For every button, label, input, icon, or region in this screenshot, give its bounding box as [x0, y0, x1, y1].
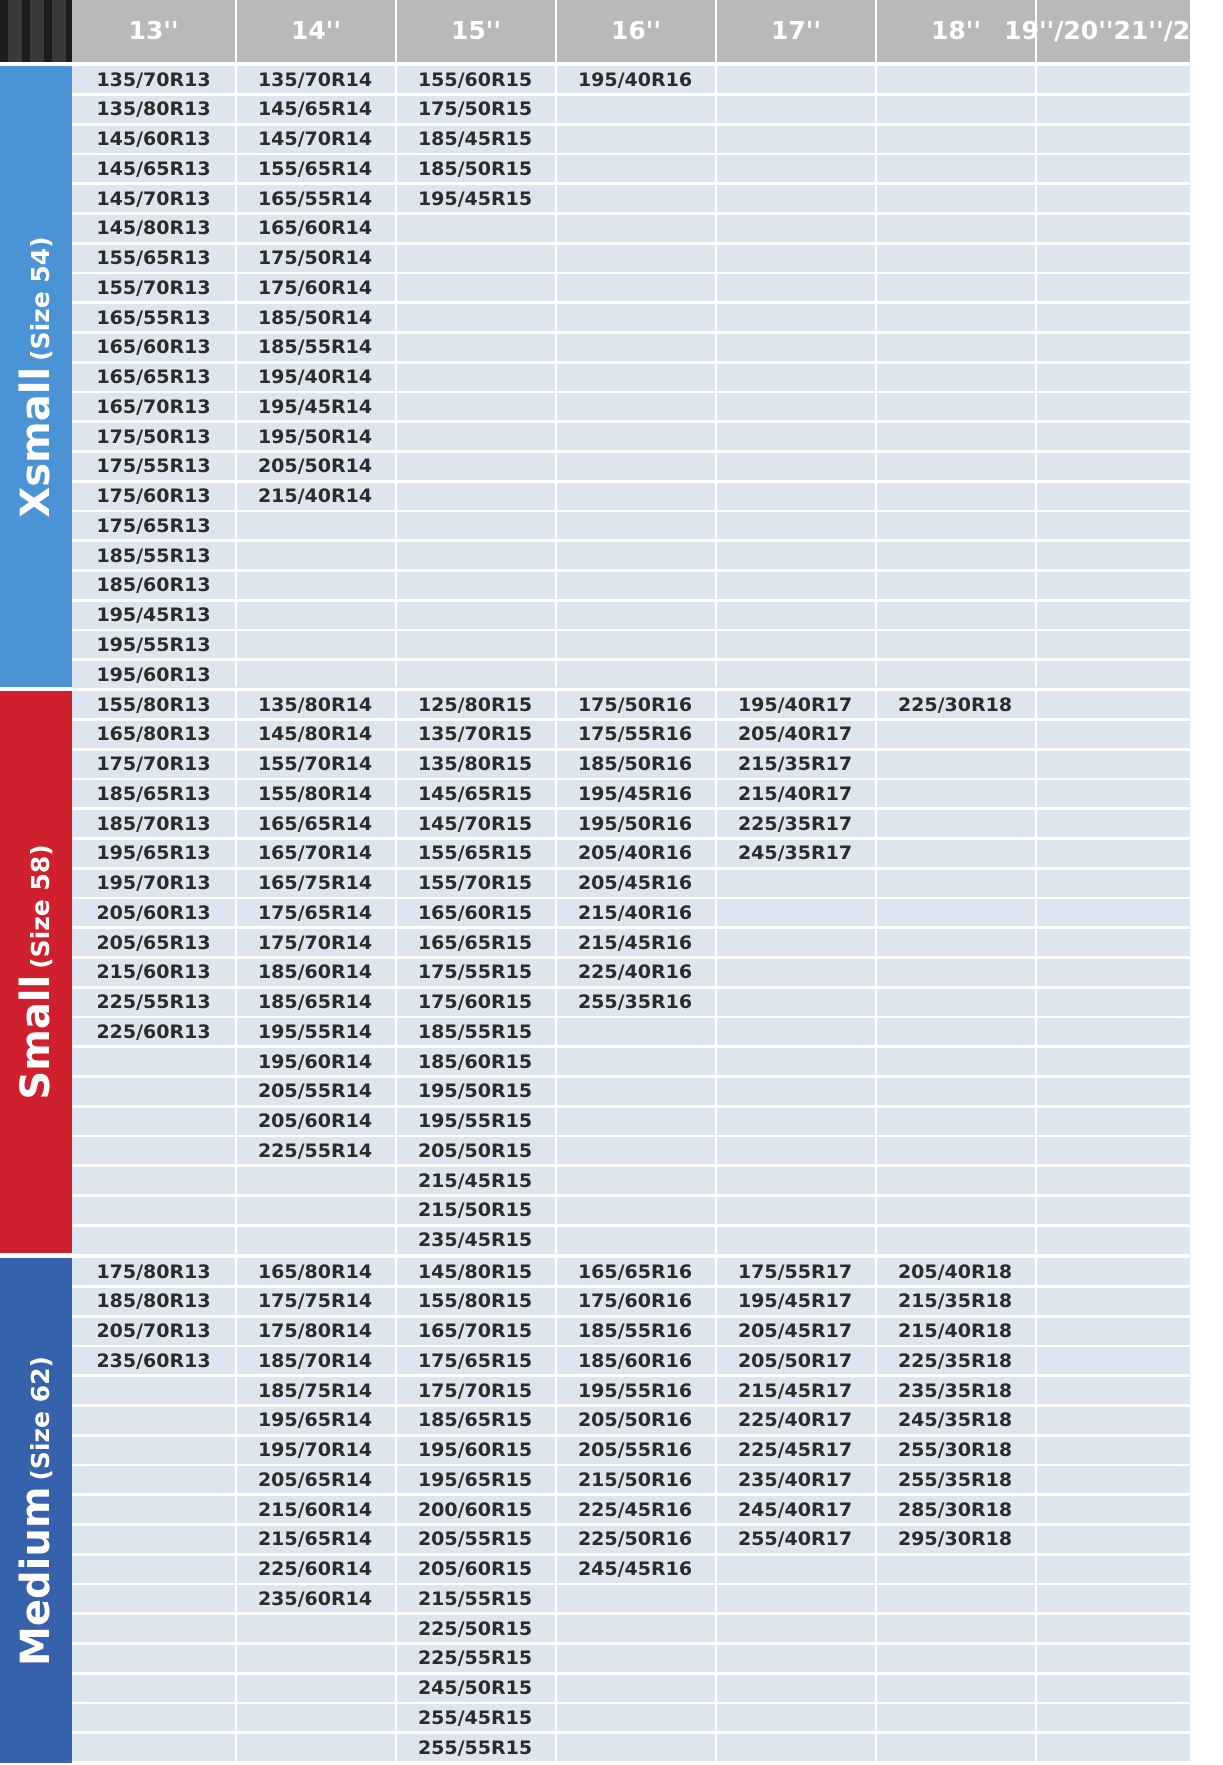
tire-size-cell: 235/40R17: [737, 1468, 853, 1491]
tire-size-cell: 245/40R17: [737, 1498, 853, 1521]
tire-size-cell: 175/75R14: [257, 1290, 373, 1313]
table-row: [72, 1227, 1190, 1254]
tire-size-cell: 205/40R18: [897, 1260, 1013, 1283]
column-divider: [1035, 66, 1037, 687]
tire-size-cell: 145/60R13: [96, 128, 211, 150]
tire-size-cell: 175/80R13: [96, 1260, 211, 1283]
section-label-text: [13, 1356, 59, 1666]
tire-size-cell: 175/50R13: [96, 425, 211, 448]
tire-size-cell: 195/40R16: [577, 68, 693, 91]
tire-size-cell: 235/45R15: [417, 1229, 533, 1251]
tire-size-cell: 185/65R14: [257, 991, 373, 1013]
tire-size-cell: 165/80R13: [96, 723, 211, 746]
tire-size-cell: 175/65R13: [96, 514, 211, 537]
tire-size-cell: 175/65R14: [257, 901, 373, 924]
tire-size-cell: 195/55R13: [96, 633, 211, 656]
tire-size-cell: 175/80R14: [257, 1320, 373, 1342]
tire-size-cell: 185/50R14: [257, 306, 373, 329]
tire-size-cell: 175/60R15: [417, 991, 533, 1013]
tire-size-cell: 195/55R15: [417, 1110, 533, 1132]
section-label-small: [0, 691, 72, 1253]
tire-size-cell: 215/45R16: [577, 931, 693, 954]
tire-size-cell: 165/60R15: [417, 901, 533, 924]
tire-size-cell: 195/60R14: [257, 1050, 373, 1073]
tire-size-cell: 215/55R15: [417, 1587, 533, 1610]
section-name: Medium: [13, 1486, 59, 1666]
tire-size-cell: 235/60R14: [257, 1587, 373, 1610]
tire-size-cell: 185/50R15: [417, 157, 533, 180]
tire-size-cell: 235/60R13: [96, 1349, 211, 1372]
tire-size-cell: 145/80R13: [96, 217, 211, 240]
tire-size-cell: 145/70R14: [257, 128, 373, 150]
tire-size-cell: 205/50R14: [257, 455, 373, 478]
header-col-2: 14'': [237, 0, 395, 62]
tire-size-cell: 195/40R17: [737, 693, 853, 716]
tire-size-cell: 175/55R17: [737, 1260, 853, 1283]
table-row: [72, 661, 1190, 688]
tire-size-cell: 225/55R13: [96, 991, 211, 1013]
tire-size-cell: 155/80R14: [257, 782, 373, 805]
tire-size-cell: 145/70R13: [96, 187, 211, 210]
tire-size-cell: 245/35R17: [737, 842, 853, 865]
tire-size-cell: 165/65R14: [257, 812, 373, 835]
table-row: [72, 572, 1190, 599]
table-row: [72, 631, 1190, 658]
tire-size-cell: 225/45R16: [577, 1498, 693, 1521]
tire-size-cell: 155/70R14: [257, 753, 373, 775]
column-divider: [1035, 1258, 1037, 1763]
section-label-text: [13, 844, 59, 1099]
section-name: Xsmall: [13, 366, 59, 518]
corner-stripe: [52, 0, 66, 62]
tire-size-cell: 225/30R18: [897, 693, 1013, 716]
section-size: (Size 62): [26, 1355, 55, 1480]
tire-size-cell: 195/45R14: [257, 395, 373, 418]
corner-stripe: [8, 0, 22, 62]
tire-size-cell: 135/70R13: [96, 68, 211, 91]
header-col-1: 13'': [72, 0, 235, 62]
tire-size-cell: 145/70R15: [417, 812, 533, 835]
tire-size-cell: 165/65R15: [417, 931, 533, 954]
tire-size-cell: 155/80R13: [96, 693, 211, 716]
tire-size-cell: 205/60R14: [257, 1110, 373, 1132]
tire-size-cell: 205/55R15: [417, 1528, 533, 1551]
column-divider: [875, 691, 877, 1253]
tire-size-cell: 175/60R16: [577, 1290, 693, 1313]
tire-size-cell: 205/65R13: [96, 931, 211, 954]
tire-size-cell: 185/80R13: [96, 1290, 211, 1313]
tire-size-cell: 225/40R17: [737, 1409, 853, 1432]
tire-size-cell: 195/45R16: [577, 782, 693, 805]
tire-size-cell: 195/60R15: [417, 1439, 533, 1461]
corner-stripe: [30, 0, 44, 62]
tire-size-cell: 285/30R18: [897, 1498, 1013, 1521]
tire-size-cell: 175/60R14: [257, 276, 373, 299]
section-label-xsmall: [0, 66, 72, 687]
tire-size-cell: 195/65R14: [257, 1409, 373, 1432]
tire-size-cell: 235/35R18: [897, 1379, 1013, 1402]
header-col-7: [1004, 0, 1223, 62]
tire-size-cell: 195/65R15: [417, 1468, 533, 1491]
tire-size-cell: 155/80R15: [417, 1290, 533, 1313]
section-size: (Size 58): [26, 844, 55, 969]
tire-size-cell: 165/70R14: [257, 842, 373, 865]
header-corner-graphic: [0, 0, 72, 62]
tire-size-cell: 195/55R14: [257, 1020, 373, 1043]
tire-size-cell: 175/60R13: [96, 485, 211, 507]
tire-size-cell: 135/80R15: [417, 753, 533, 775]
tire-size-cell: 165/70R13: [96, 395, 211, 418]
tire-size-cell: 215/35R18: [897, 1290, 1013, 1313]
tire-size-cell: 215/45R17: [737, 1379, 853, 1402]
tire-size-cell: 195/45R17: [737, 1290, 853, 1313]
tire-size-cell: 155/70R15: [417, 872, 533, 894]
tire-size-cell: 145/65R14: [257, 98, 373, 121]
section-label-medium: [0, 1258, 72, 1763]
section-name: Small: [13, 974, 59, 1100]
tire-size-cell: 145/65R13: [96, 157, 211, 180]
tire-size-cell: 155/70R13: [96, 276, 211, 299]
tire-size-cell: 145/65R15: [417, 782, 533, 805]
tire-size-cell: 205/50R16: [577, 1409, 693, 1432]
tire-size-cell: 135/80R14: [257, 693, 373, 716]
tire-size-cell: 155/60R15: [417, 68, 533, 91]
tire-size-cell: 225/35R18: [897, 1349, 1013, 1372]
tire-size-cell: 165/55R14: [257, 187, 373, 210]
tire-size-cell: 165/55R13: [96, 306, 211, 329]
tire-size-cell: 135/70R14: [257, 68, 373, 91]
tire-size-cell: 175/70R13: [96, 753, 211, 775]
tire-size-cell: 185/70R13: [96, 812, 211, 835]
tire-size-cell: 175/65R15: [417, 1349, 533, 1372]
tire-size-cell: 195/50R16: [577, 812, 693, 835]
tire-size-cell: 185/55R16: [577, 1320, 693, 1342]
tire-size-cell: 165/60R14: [257, 217, 373, 240]
tire-size-cell: 205/50R17: [737, 1349, 853, 1372]
tire-size-cell: 195/60R13: [96, 663, 211, 686]
tire-size-cell: 205/55R14: [257, 1080, 373, 1103]
tire-size-cell: 185/60R16: [577, 1349, 693, 1372]
tire-size-cell: 225/55R15: [417, 1647, 533, 1670]
tire-size-cell: 245/45R16: [577, 1558, 693, 1580]
tire-size-cell: 205/45R16: [577, 872, 693, 894]
tire-size-cell: 185/50R16: [577, 753, 693, 775]
tire-size-cell: 175/70R14: [257, 931, 373, 954]
tire-size-cell: 185/60R15: [417, 1050, 533, 1073]
tire-size-cell: 205/40R16: [577, 842, 693, 865]
tire-size-cell: 205/45R17: [737, 1320, 853, 1342]
tire-size-cell: 215/40R16: [577, 901, 693, 924]
table-row: [72, 602, 1190, 629]
tire-size-cell: 145/80R15: [417, 1260, 533, 1283]
section-size: (Size 54): [26, 235, 55, 361]
tire-size-cell: 225/35R17: [737, 812, 853, 835]
tire-size-cell: 225/40R16: [577, 961, 693, 984]
tire-size-cell: 225/60R13: [96, 1020, 211, 1043]
tire-size-cell: 165/70R15: [417, 1320, 533, 1342]
header-col-3: 15'': [397, 0, 555, 62]
tire-size-cell: 175/55R16: [577, 723, 693, 746]
tire-size-cell: 165/60R13: [96, 336, 211, 359]
tire-size-cell: 255/55R15: [417, 1736, 533, 1759]
table-row: [72, 1167, 1190, 1194]
tire-size-cell: 155/65R15: [417, 842, 533, 865]
header-col-7-line-1: 19''/20'': [1004, 15, 1114, 45]
tire-size-cell: 195/55R16: [577, 1379, 693, 1402]
tire-size-cell: 225/50R16: [577, 1528, 693, 1551]
tire-size-cell: 205/60R15: [417, 1558, 533, 1580]
tire-size-cell: 295/30R18: [897, 1528, 1013, 1551]
tire-size-cell: 255/45R15: [417, 1706, 533, 1729]
table-row: [72, 1675, 1190, 1702]
tire-size-cell: 255/35R16: [577, 991, 693, 1013]
tire-size-cell: 245/35R18: [897, 1409, 1013, 1432]
tire-size-cell: 255/35R18: [897, 1468, 1013, 1491]
tire-size-cell: 185/60R13: [96, 574, 211, 597]
tire-size-cell: 135/80R13: [96, 98, 211, 121]
tire-size-cell: 215/65R14: [257, 1528, 373, 1551]
tire-size-cell: 215/40R18: [897, 1320, 1013, 1342]
tire-size-cell: 185/65R15: [417, 1409, 533, 1432]
tire-size-cell: 255/30R18: [897, 1439, 1013, 1461]
tire-size-cell: 225/45R17: [737, 1439, 853, 1461]
tire-size-cell: 195/50R15: [417, 1080, 533, 1103]
tire-size-cell: 185/45R15: [417, 128, 533, 150]
column-divider: [555, 66, 557, 687]
tire-size-cell: 225/55R14: [257, 1139, 373, 1162]
tire-size-cell: 155/65R13: [96, 247, 211, 269]
tire-size-cell: 215/40R14: [257, 485, 373, 507]
tire-size-cell: 175/50R14: [257, 247, 373, 269]
tire-size-cell: 215/50R16: [577, 1468, 693, 1491]
table-row: [72, 542, 1190, 569]
tire-size-cell: 215/40R17: [737, 782, 853, 805]
table-row: [72, 1734, 1190, 1761]
tire-size-cell: 225/50R15: [417, 1617, 533, 1640]
tire-size-cell: 155/65R14: [257, 157, 373, 180]
tire-size-cell: 185/55R15: [417, 1020, 533, 1043]
header-col-5: 17'': [717, 0, 875, 62]
tire-size-cell: 175/50R15: [417, 98, 533, 121]
header-col-6: 18'': [877, 0, 1035, 62]
table-row: [72, 512, 1190, 539]
header-col-7-line-2: 21''/22'': [1113, 15, 1223, 45]
tire-size-cell: 145/80R14: [257, 723, 373, 746]
tire-size-cell: 175/50R16: [577, 693, 693, 716]
tire-size-cell: 205/65R14: [257, 1468, 373, 1491]
header-col-4: 16'': [557, 0, 715, 62]
table-row: [72, 1197, 1190, 1224]
tire-size-cell: 225/60R14: [257, 1558, 373, 1580]
column-divider: [1035, 691, 1037, 1253]
tire-size-cell: 185/75R14: [257, 1379, 373, 1402]
tire-size-cell: 205/60R13: [96, 901, 211, 924]
tire-size-cell: 215/35R17: [737, 753, 853, 775]
tire-size-cell: 195/45R15: [417, 187, 533, 210]
tire-size-cell: 185/70R14: [257, 1349, 373, 1372]
tire-size-cell: 195/70R13: [96, 872, 211, 894]
tire-size-cell: 175/55R15: [417, 961, 533, 984]
tire-size-cell: 215/60R13: [96, 961, 211, 984]
tire-size-cell: 165/65R13: [96, 366, 211, 388]
table-row: [72, 1704, 1190, 1731]
tire-size-cell: 215/50R15: [417, 1199, 533, 1222]
tire-size-cell: 215/45R15: [417, 1169, 533, 1192]
tire-size-cell: 135/70R15: [417, 723, 533, 746]
tire-size-cell: 245/50R15: [417, 1677, 533, 1699]
tire-size-cell: 255/40R17: [737, 1528, 853, 1551]
tire-size-cell: 200/60R15: [417, 1498, 533, 1521]
tire-size-cell: 165/65R16: [577, 1260, 693, 1283]
tire-size-cell: 185/55R13: [96, 544, 211, 567]
tire-size-cell: 195/50R14: [257, 425, 373, 448]
column-divider: [875, 66, 877, 687]
table-row: [72, 1615, 1190, 1642]
tire-size-cell: 205/55R16: [577, 1439, 693, 1461]
tire-size-cell: 175/55R13: [96, 455, 211, 478]
tire-size-cell: 195/40R14: [257, 366, 373, 388]
tire-size-cell: 175/70R15: [417, 1379, 533, 1402]
tire-size-cell: 195/65R13: [96, 842, 211, 865]
tire-size-cell: 165/80R14: [257, 1260, 373, 1283]
tire-size-cell: 205/50R15: [417, 1139, 533, 1162]
section-label-text: [13, 236, 59, 517]
tire-size-cell: 205/70R13: [96, 1320, 211, 1342]
tire-size-cell: 195/45R13: [96, 604, 211, 626]
table-row: [72, 1645, 1190, 1672]
tire-size-cell: 185/60R14: [257, 961, 373, 984]
tire-size-cell: 125/80R15: [417, 693, 533, 716]
tire-size-cell: 205/40R17: [737, 723, 853, 746]
tire-size-cell: 195/70R14: [257, 1439, 373, 1461]
tire-size-cell: 215/60R14: [257, 1498, 373, 1521]
tire-size-cell: 185/65R13: [96, 782, 211, 805]
tire-size-cell: 165/75R14: [257, 872, 373, 894]
tire-size-cell: 185/55R14: [257, 336, 373, 359]
column-divider: [715, 66, 717, 687]
